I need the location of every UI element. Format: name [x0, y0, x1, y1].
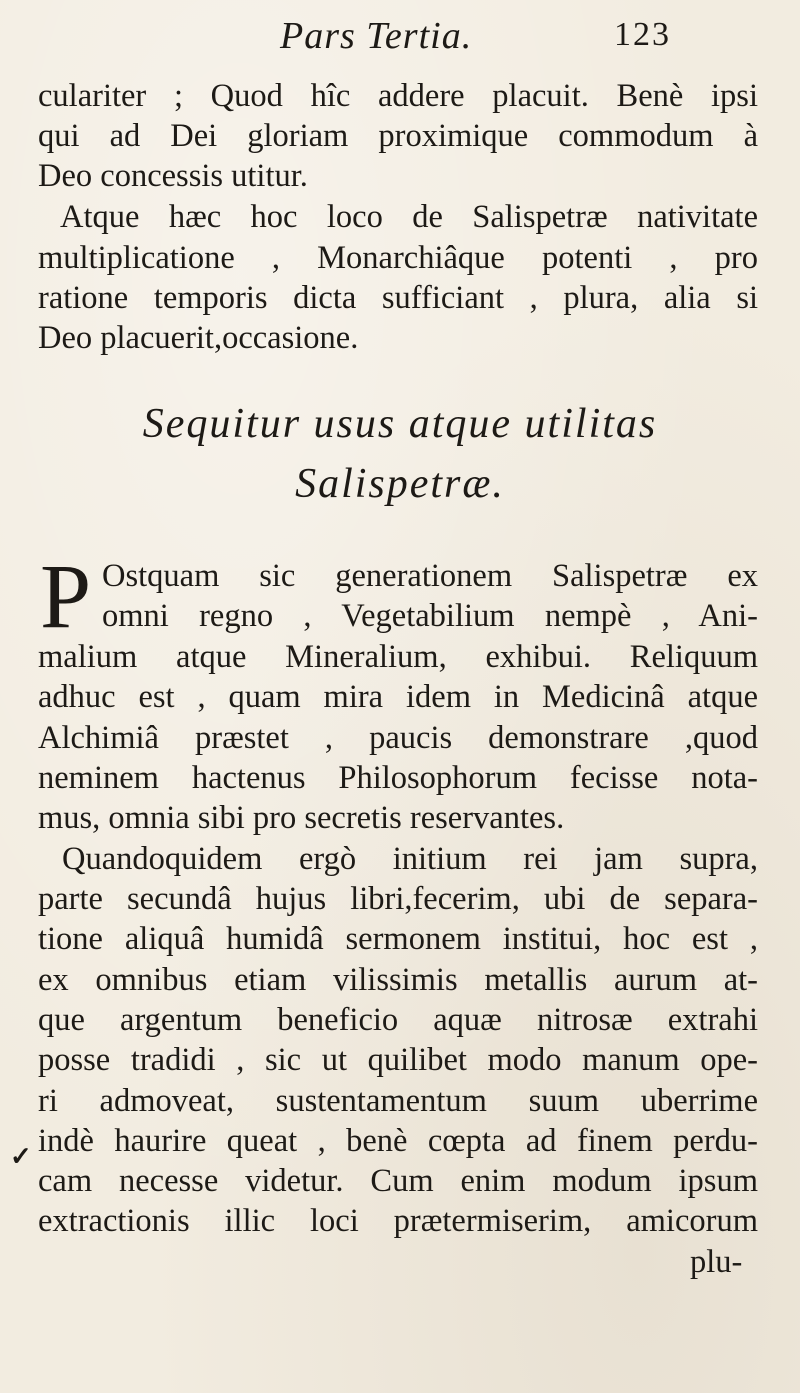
text-line: culariter ; Quod hîc addere placuit. Benè ipsi [38, 78, 758, 114]
text-line: Atque hæc hoc loco de Salispetræ nativitate [60, 199, 758, 235]
drop-cap: P [40, 545, 92, 647]
text-line: Ostquam sic generationem Salispetræ ex [102, 558, 758, 594]
text-line: ri admoveat, sustentamentum suum uberrime [38, 1083, 758, 1119]
text-line: que argentum beneficio aquæ nitrosæ extrahi [38, 1002, 758, 1038]
page-number: 123 [614, 16, 671, 53]
text-line: cam necesse videtur. Cum enim modum ipsum [38, 1163, 758, 1199]
text-line: Deo placuerit,occasione. [38, 320, 359, 356]
text-line: tione aliquâ humidâ sermonem institui, hoc est , [38, 921, 758, 957]
text-line: neminem hactenus Philosophorum fecisse nota- [38, 760, 758, 796]
text-line: posse tradidi , sic ut quilibet modo manum ope- [38, 1042, 758, 1078]
running-head [0, 14, 800, 62]
text-line: mus, omnia sibi pro secretis reservantes. [38, 800, 565, 836]
running-head-title: Pars Tertia. [280, 15, 473, 57]
margin-mark-icon: ✓ [10, 1142, 32, 1172]
text-line: indè haurire queat , benè cœpta ad finem perdu- [38, 1123, 758, 1159]
text-line: ex omnibus etiam vilissimis metallis aurum at- [38, 962, 758, 998]
section-heading-line-1: Sequitur usus atque utilitas [142, 401, 658, 447]
text-line: multiplicatione , Monarchiâque potenti , pro [38, 240, 758, 276]
catchword: plu- [690, 1244, 743, 1280]
text-line: extractionis illic loci prætermiserim, amicorum [38, 1203, 758, 1239]
text-line: omni regno , Vegetabilium nempè , Ani- [102, 598, 758, 634]
text-line: adhuc est , quam mira idem in Medicinâ atque [38, 679, 758, 715]
section-heading-line-2: Salispetræ. [295, 461, 505, 507]
text-line: Alchimiâ præstet , paucis demonstrare ,quod [38, 720, 758, 756]
text-line: parte secundâ hujus libri,fecerim, ubi de separa- [38, 881, 758, 917]
text-line: qui ad Dei gloriam proximique commodum à [38, 118, 758, 154]
text-line: ratione temporis dicta sufficiant , plura, alia si [38, 280, 758, 316]
text-line: Quandoquidem ergò initium rei jam supra, [62, 841, 758, 877]
text-line: Deo concessis utitur. [38, 158, 308, 194]
text-line: malium atque Mineralium, exhibui. Reliquum [38, 639, 758, 675]
